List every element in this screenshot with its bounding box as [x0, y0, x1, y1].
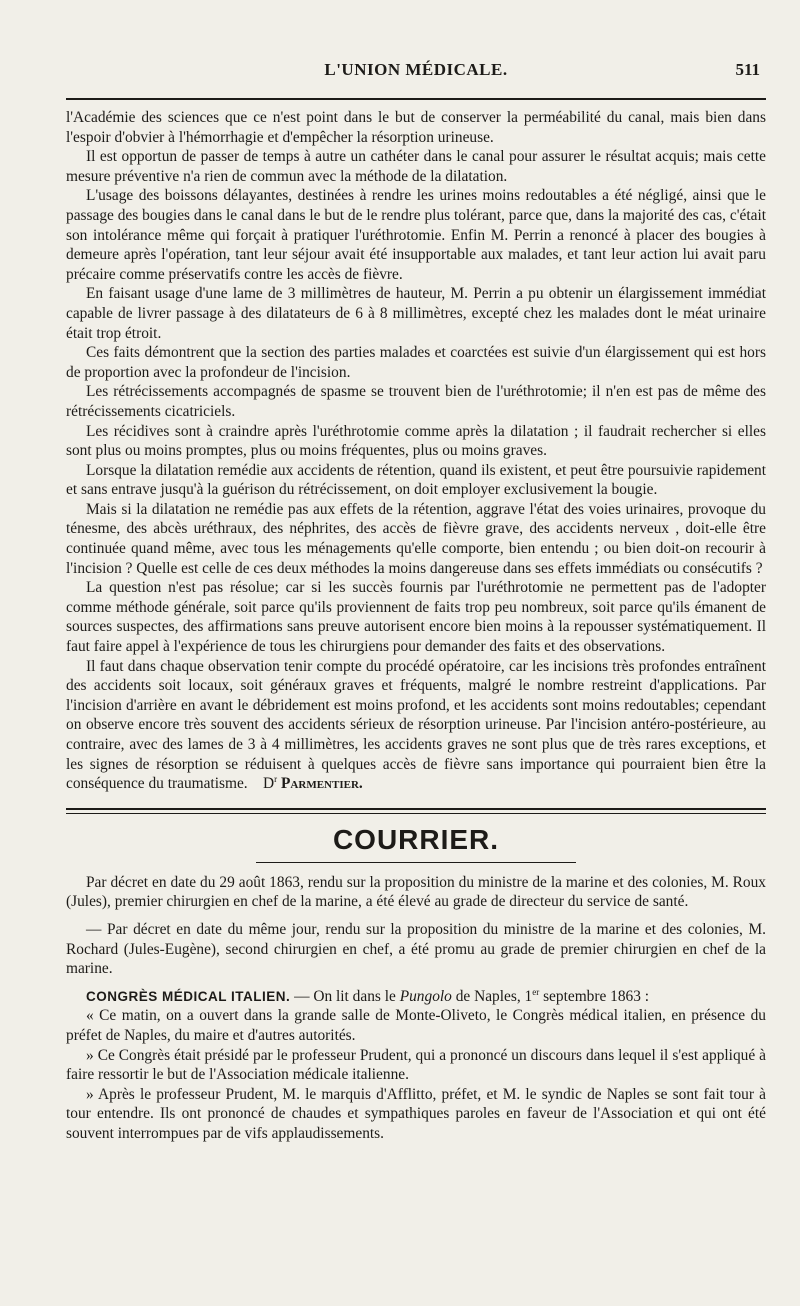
news-paragraph: — Par décret en date du même jour, rendu sur la proposition du ministre de la marine et des colonies, M. Rochard (Jules-Eugène), second chirurgien en chef, a été promu au grade de premier chirurgien en chef de la marine. [66, 920, 766, 978]
page-number: 511 [735, 60, 760, 79]
article-paragraph-text: Il faut dans chaque observation tenir compte du procédé opératoire, car les incisions très profondes entraînent des accidents soit locaux, soit généraux graves et fréquents, malgré le nombre restreint d'applications. Par l'incision d'arrière en avant le débridement est moins profond, et les accidents sont moins redoutables; cependant on observe encore très souvent des accidents sérieux de résorption urineuse. Par l'incision antéro-postérieure, au contraire, avec des lames de 3 à 4 millimètres, les accidents graves ne sont plus que de très rares exceptions, et les signes de résorption se réduisent à quelques accès de fièvre sans importance qui pourraient bien être la conséquence du traumatisme. [66, 657, 766, 793]
news-paragraph: « Ce matin, on a ouvert dans la grande salle de Monte-Oliveto, le Congrès médical italien, en présence du préfet de Naples, du maire et d'autres autorités. [66, 1007, 766, 1044]
article-paragraph: Les rétrécissements accompagnés de spasme se trouvent bien de l'uréthrotomie; il n'en est pas de même des rétrécissements cicatriciels. [66, 383, 766, 420]
section-divider [66, 808, 766, 814]
article-body [66, 108, 766, 794]
courrier-body [66, 873, 766, 1144]
news-text: septembre 1863 : [539, 987, 650, 1005]
news-paragraph: » Ce Congrès était présidé par le professeur Prudent, qui a prononcé un discours dans lequel il s'est appliqué à faire ressortir le but de l'Association médicale italienne. [66, 1046, 766, 1084]
news-text: de Naples, 1 [451, 987, 533, 1005]
ordinal-sup: er [532, 986, 540, 997]
running-header [66, 60, 766, 86]
header-rule [66, 98, 766, 100]
news-heading: CONGRÈS MÉDICAL ITALIEN. [86, 988, 291, 1004]
divider-thin [66, 813, 766, 814]
article-paragraph: Il est opportun de passer de temps à autre un cathéter dans le canal pour assurer le résultat acquis; mais cette mesure préventive n'a rien de commun avec la méthode de la dilatation. [66, 148, 766, 185]
article-paragraph: Lorsque la dilatation remédie aux accidents de rétention, quand ils existent, et peut être poursuivie rapidement et sans entrave jusqu'à la guérison du rétrécissement, on doit employer exclusivement la bougie. [66, 461, 766, 499]
journal-title: L'UNION MÉDICALE. [324, 60, 508, 79]
article-paragraph: Mais si la dilatation ne remédie pas aux effets de la rétention, aggrave l'état des voies urinaires, provoque du ténesme, des abcès uréthraux, des néphrites, des accès de fièvre grave, des accidents nerveux , doit-elle être continuée quand même, avec tous les ménagements qu'elle comporte, bien entendu ; ou bien doit-on recourir à l'incision ? Quelle est celle de ces deux méthodes la moins dangereuse dans ses effets immédiats ou consécutifs ? [66, 500, 766, 577]
section-title: COURRIER. [332, 823, 500, 855]
signature-title: D [263, 775, 275, 793]
news-text: — On lit dans le [290, 987, 400, 1005]
article-paragraph: Ces faits démontrent que la section des parties malades et coarctées est suivie d'un élargissement qui est hors de proportion avec la profondeur de l'incision. [66, 344, 766, 381]
news-paragraph-congres [66, 987, 766, 1007]
signature-title-sup: r [274, 774, 278, 785]
newspaper-name: Pungolo [399, 987, 452, 1005]
divider-thick [66, 808, 766, 810]
news-paragraph: » Après le professeur Prudent, M. le marquis d'Afflitto, préfet, et M. le syndic de Naples se sont fait tour à tour entendre. Ils ont prononcé de chaudes et sympathiques paroles en faveur de l'Association et qui ont été souvent interrompues par de vifs applaudissements. [66, 1085, 766, 1142]
article-paragraph: l'Académie des sciences que ce n'est point dans le but de conserver la perméabilité du canal, mais bien dans l'espoir d'obvier à l'hémorrhagie et d'empêcher la résorption urineuse. [66, 109, 766, 146]
news-paragraph: Par décret en date du 29 août 1863, rendu sur la proposition du ministre de la marine et des colonies, M. Roux (Jules), premier chirurgien en chef de la marine, a été élevé au grade de directeur du service de santé. [66, 873, 766, 911]
signature-name: Parmentier. [281, 775, 363, 793]
article-paragraph: L'usage des boissons délayantes, destinées à rendre les urines moins redoutables a été négligé, ainsi que le passage des bougies dans le canal dans le but de le rendre plus tolérant, parce que, dans la majorité des cas, c'était son intolérance même qui forçait à pratiquer l'uréthrotomie. Enfin M. Perrin a renoncé à placer des bougies à demeure après l'opération, tant leur séjour avait été insupportable aux malades, et tant leur action lui avait paru précaire comme préservatifs contre les accès de fièvre. [66, 187, 766, 283]
article-paragraph: En faisant usage d'une lame de 3 millimètres de hauteur, M. Perrin a pu obtenir un élargissement immédiat capable de livrer passage à des dilatateurs de 6 à 8 millimètres, excepté chez les malades dont le méat urinaire était trop étroit. [66, 285, 766, 342]
article-paragraph-last [66, 657, 766, 794]
title-underline [256, 862, 576, 863]
article-paragraph: Les récidives sont à craindre après l'uréthrotomie comme après la dilatation ; il faudrait rechercher si elles sont plus ou moins promptes, plus ou moins fréquentes, plus ou moins graves. [66, 422, 766, 460]
article-paragraph: La question n'est pas résolue; car si les succès fournis par l'uréthrotomie ne permettent pas de l'adopter comme méthode générale, soit parce qu'ils proviennent de faits trop peu nombreux, soit parce qu'ils émanent de sources suspectes, des affirmations sans preuve autorisent encore bien moins à la repousser systématiquement. Il faut faire appel à l'expérience de tous les chirurgiens pour demander des faits et des observations. [66, 579, 766, 656]
author-signature [252, 775, 363, 792]
